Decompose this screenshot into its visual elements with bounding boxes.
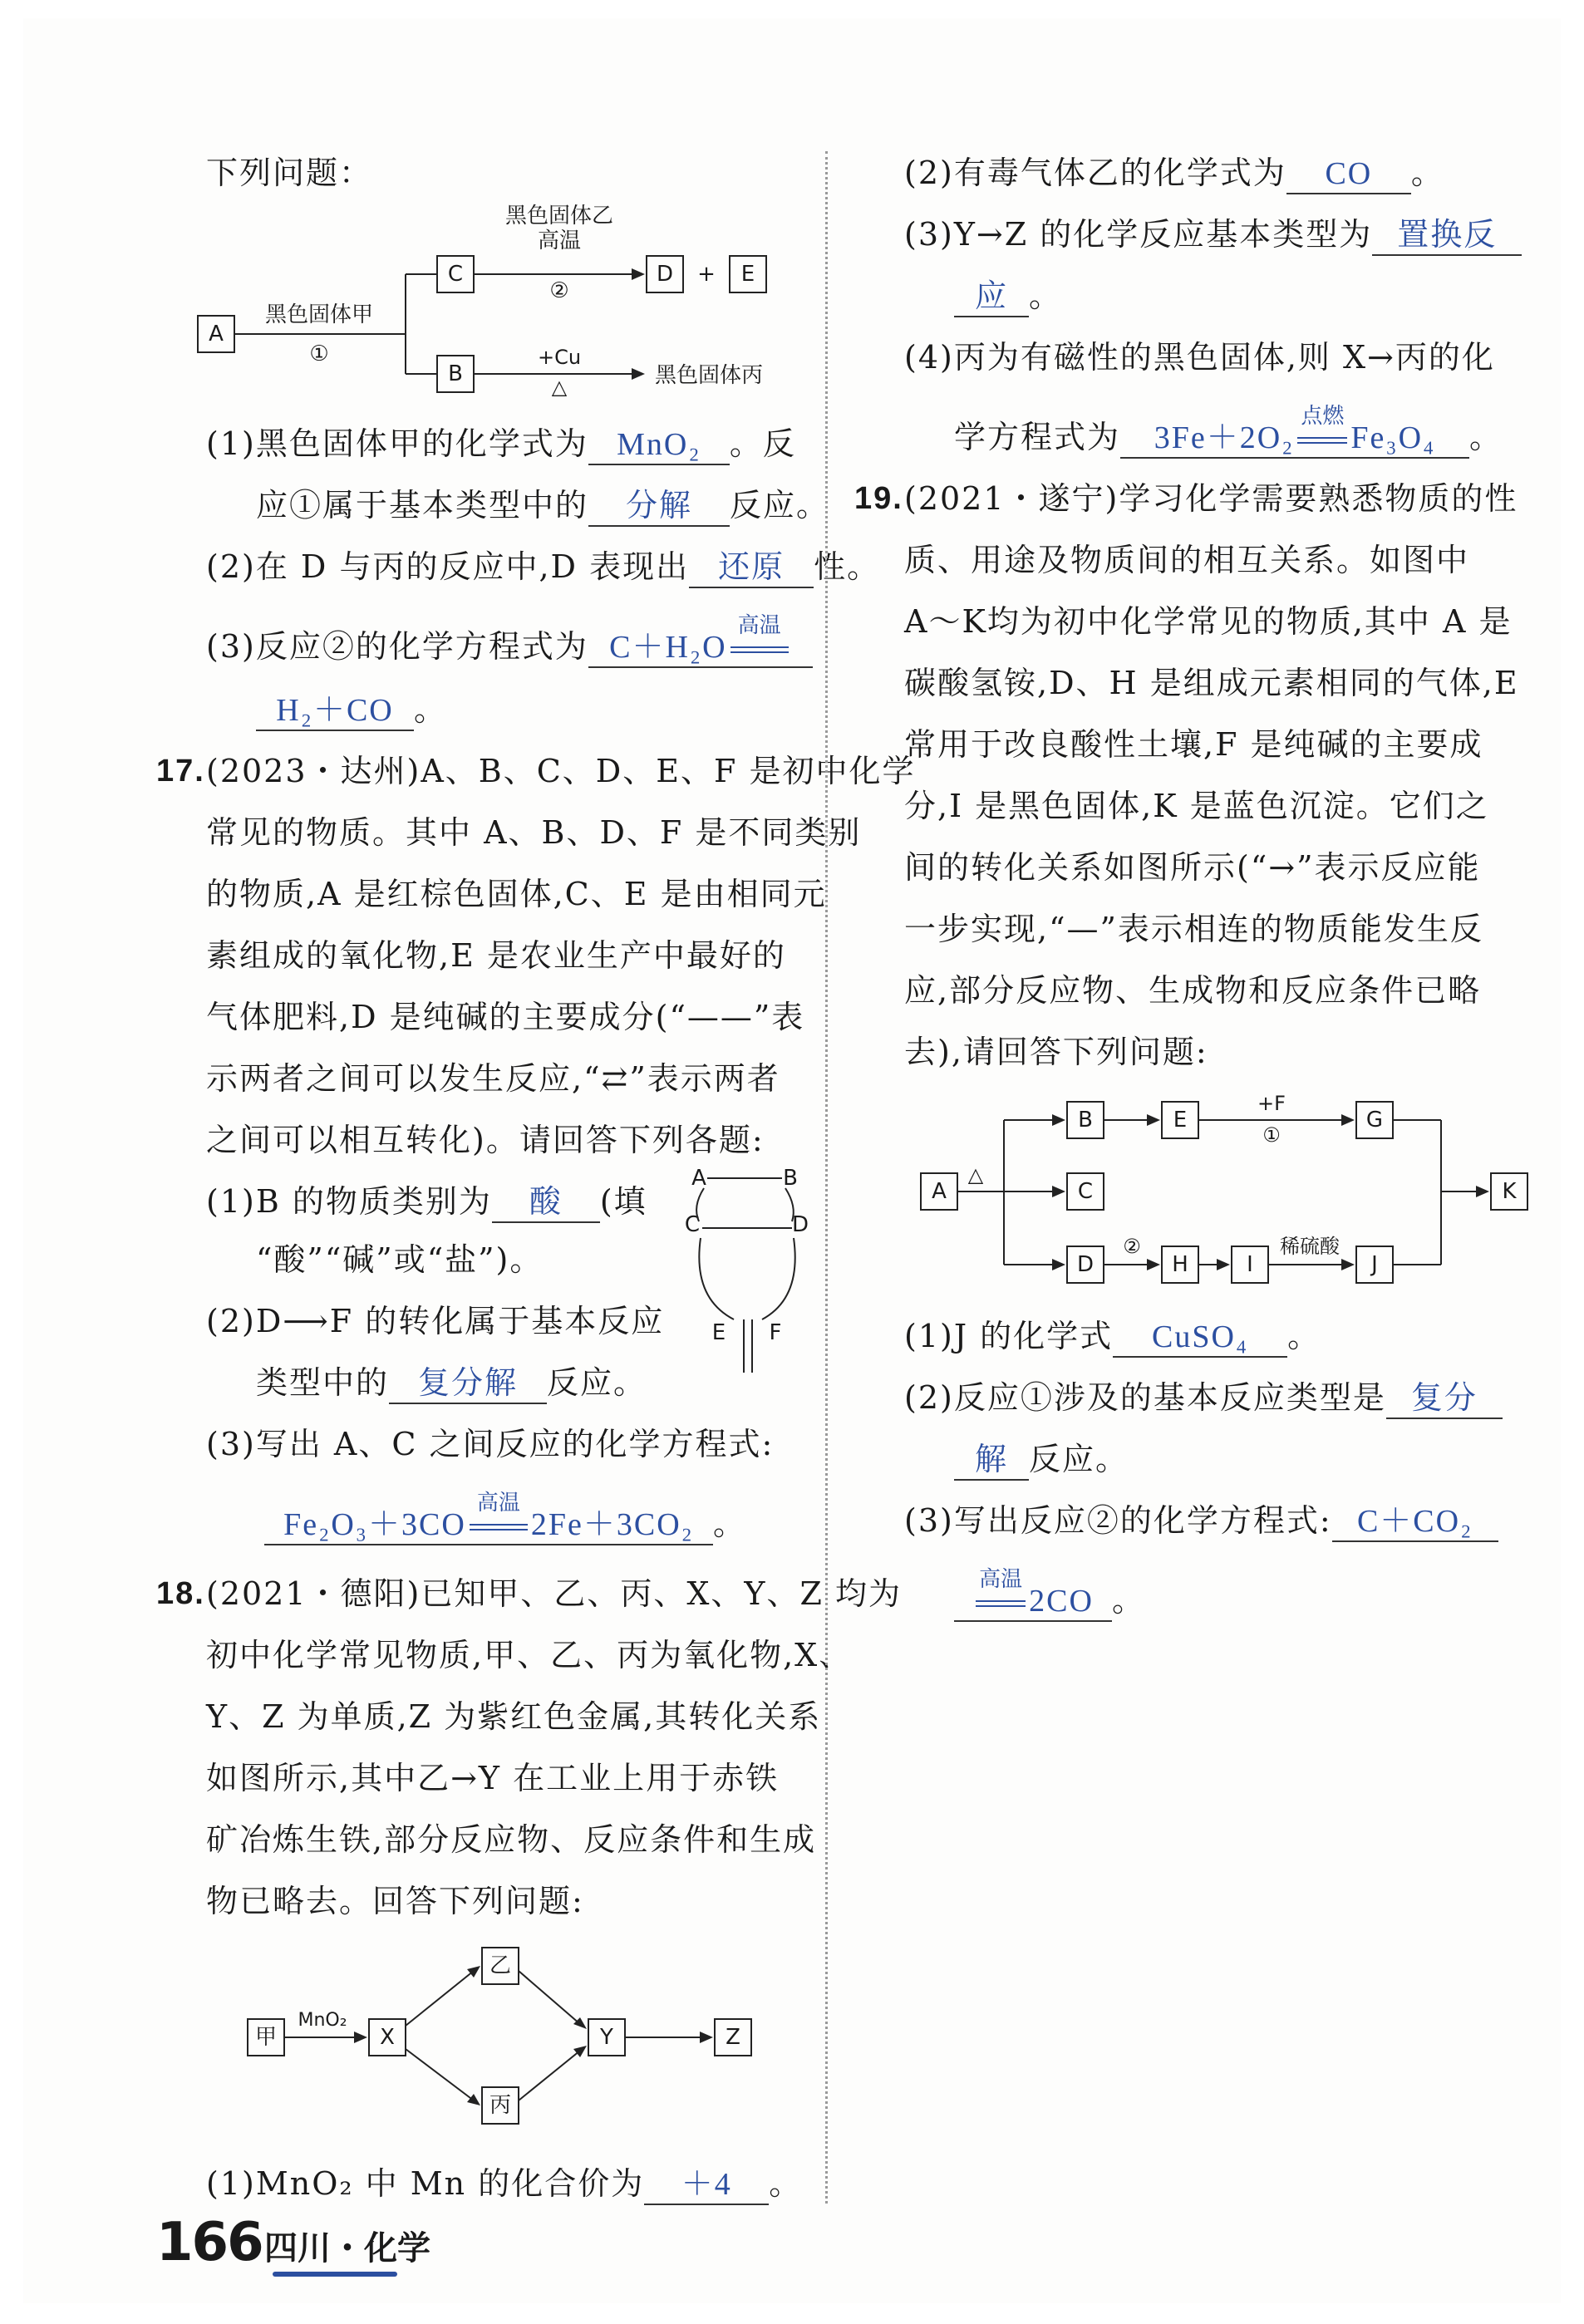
q18-part3-line1: (3)Y→Z 的化学反应基本类型为 置换反 [904,213,1522,256]
q18-line5: 矿冶炼生铁,部分反应物、反应条件和生成 [206,1821,817,1858]
q16-part1-line2: 应①属于基本类型中的 分解 反应。 [256,484,829,527]
node-c-label: C [447,262,464,287]
q17-line5: 气体肥料,D 是纯碱的主要成分(“——”表 [206,999,805,1035]
q17-line7: 之间可以相互转化)。请回答下列各题: [206,1122,765,1158]
q17-answer3: Fe₂O₃＋3CO 高温 2Fe＋3CO₂ [264,1506,713,1545]
q18-line3: Y、Z 为单质,Z 为紫红色金属,其转化关系 [206,1698,822,1735]
q19-answer2-cont: 解 [954,1441,1029,1481]
q19-node-g-label: G [1365,1108,1384,1133]
q18-line6: 物已略去。回答下列问题: [206,1883,584,1919]
q19-line4: 碳酸氢铵,D、H 是组成元素相同的气体,E [904,665,1519,701]
q17-answer2: 复分解 [389,1364,547,1404]
q19-node-b-label: B [1078,1108,1093,1133]
q19-line10: 去),请回答下列问题: [904,1034,1208,1070]
q18-part1: (1)MnO₂ 中 Mn 的化合价为 ＋4 。 [206,2162,802,2205]
q16-part1-line1: (1)黑色固体甲的化学式为 MnO₂ 。反 [206,422,796,465]
q19-part3-line2: 高温 2CO 。 [954,1579,1145,1622]
q17-node-f: F [769,1320,782,1345]
q18-node-yi-label: 乙 [489,1953,512,1978]
q19-acid-label: 稀硫酸 [1280,1235,1340,1258]
reagent-yi-label: 黑色固体乙 [504,204,614,228]
q17-node-c: C [684,1212,701,1237]
q17-part3-line2: Fe₂O₃＋3CO 高温 2Fe＋3CO₂ 。 [264,1502,746,1545]
q19-node-e-label: E [1173,1108,1188,1133]
q18-node-jia-label: 甲 [254,2025,278,2050]
node-a-label: A [209,322,224,346]
cond-gaowen-label: 高温 [537,228,582,253]
q19-part3-line1: (3)写出反应②的化学方程式: C＋CO₂ [904,1499,1498,1542]
q17-part3-line1: (3)写出 A、C 之间反应的化学方程式: [206,1426,775,1462]
q19-relation-diagram [913,1082,1544,1298]
q17-node-b: B [783,1166,798,1191]
q19-step1-label: ① [1262,1123,1281,1147]
q19-answer1: CuSO₄ [1113,1318,1287,1358]
q19-line5: 常用于改良酸性土壤,F 是纯碱的主要成 [904,726,1483,763]
heat-icon: △ [551,376,568,399]
q17-line2: 常见的物质。其中 A、B、D、F 是不同类别 [206,814,862,851]
intro-text: 下列问题： [206,155,373,191]
q18-answer3: 置换反 [1372,216,1522,256]
q17-part1-line2: “酸”“碱”或“盐”)。 [256,1241,544,1278]
q17-part2-line2: 类型中的 复分解 反应。 [256,1361,647,1404]
page-subject-label: 四川・化学 [264,2229,430,2267]
q16-answer3: 还原 [689,548,814,588]
q19-line1: (2021・遂宁)学习化学需要熟悉物质的性 [904,480,1518,517]
q18-node-y-label: Y [600,2025,613,2050]
q19-plus-f-label: +F [1257,1092,1286,1115]
q19-node-h-label: H [1172,1252,1188,1277]
q18-part4-line1: (4)丙为有磁性的黑色固体,则 X→丙的化 [904,339,1495,376]
q17-line1: (2023・达州)A、B、C、D、E、F 是初中化学 [206,753,916,789]
step1-label: ① [309,341,329,366]
q17-line4: 素组成的氧化物,E 是农业生产中最好的 [206,937,786,974]
q16-answer4: C＋H₂O 高温 [588,628,813,668]
q19-heat-icon: △ [967,1163,984,1187]
q18-node-z-label: Z [726,2025,740,2050]
q16-answer4-products: H₂＋CO [256,691,414,731]
q18-line1: (2021・德阳)已知甲、乙、丙、X、Y、Z 均为 [206,1575,902,1612]
q19-part1: (1)J 的化学式 CuSO₄ 。 [904,1314,1321,1358]
q18-answer4: 3Fe＋2O₂ 点燃 Fe₃O₄ [1120,419,1469,459]
page-number: 166 [156,2212,263,2273]
q19-answer3: C＋CO₂ [1332,1502,1498,1542]
q19-number: 19. [854,481,903,516]
plus-sign: + [697,262,716,287]
q19-node-a-label: A [932,1179,947,1204]
q16-part3-line1: (3)反应②的化学方程式为 C＋H₂O 高温 [206,625,813,668]
q18-number: 18. [156,1576,205,1611]
q17-part2-line1: (2)D⟶F 的转化属于基本反应 [206,1303,665,1339]
q19-line7: 间的转化关系如图所示(“→”表示反应能 [904,849,1481,886]
footer-accent-bar [273,2272,397,2277]
q18-answer3-cont: 应 [954,278,1029,317]
q18-relation-diagram [239,1938,771,2137]
q18-part2: (2)有毒气体乙的化学式为 CO 。 [904,151,1444,194]
q19-part2-line2: 解 反应。 [954,1437,1129,1481]
q18-node-bing-label: 丙 [489,2093,512,2118]
q19-node-i-label: I [1247,1252,1253,1277]
q19-answer3-cont: 高温 2CO [954,1582,1112,1622]
q17-node-d: D [791,1212,809,1237]
q18-catalyst-label: MnO₂ [298,2010,347,2031]
column-divider [825,151,828,2204]
q17-part1-line1: (1)B 的物质类别为 酸 (填 [206,1180,647,1223]
q18-answer1: ＋4 [644,2165,769,2205]
q17-number: 17. [156,754,205,789]
q17-answer1: 酸 [492,1183,600,1223]
q18-line4: 如图所示,其中乙→Y 在工业上用于赤铁 [206,1760,780,1796]
node-b-label: B [448,361,463,386]
reagent-jia-label: 黑色固体甲 [264,302,374,327]
q16-reaction-diagram [189,201,871,409]
q17-line6: 示两者之间可以发生反应,“⇄”表示两者 [206,1060,780,1097]
q16-answer1: MnO₂ [588,425,730,465]
q19-step2-label: ② [1123,1235,1141,1258]
q19-answer2: 复分 [1386,1379,1503,1419]
q17-line3: 的物质,A 是红棕色固体,C、E 是由相同元 [206,876,827,912]
q16-answer2: 分解 [588,487,730,527]
q19-node-c-label: C [1077,1179,1094,1204]
textbook-page [23,18,1561,2303]
step2-label: ② [549,278,569,303]
q16-part2: (2)在 D 与丙的反应中,D 表现出 还原 性。 [206,545,880,588]
q18-part4-line2: 学方程式为 3Fe＋2O₂ 点燃 Fe₃O₄ 。 [954,415,1503,459]
q17-node-a: A [691,1166,706,1191]
q19-line9: 应,部分反应物、生成物和反应条件已略 [904,972,1482,1009]
product-bing-label: 黑色固体丙 [655,363,764,388]
q19-node-k-label: K [1502,1179,1517,1204]
node-e-label: E [740,262,755,287]
q18-answer2: CO [1286,155,1411,194]
q17-relation-diagram [684,1165,821,1381]
q18-node-x-label: X [380,2025,395,2050]
node-d-label: D [656,262,674,287]
q19-part2-line1: (2)反应①涉及的基本反应类型是 复分 [904,1376,1503,1419]
q19-node-d-label: D [1076,1252,1095,1277]
q19-line3: A～K均为初中化学常见的物质,其中 A 是 [904,603,1513,640]
q19-line8: 一步实现,“—”表示相连的物质能发生反 [904,911,1483,947]
cu-label: +Cu [537,346,582,369]
q19-node-j-label: J [1371,1252,1378,1277]
q19-line6: 分,I 是黑色固体,K 是蓝色沉淀。它们之 [904,788,1489,824]
q17-node-e: E [711,1320,726,1345]
q18-line2: 初中化学常见物质,甲、乙、丙为氧化物,X、 [206,1637,853,1673]
q16-part3-line2: H₂＋CO 。 [256,688,447,731]
q18-part3-line2: 应 。 [954,274,1062,317]
q19-line2: 质、用途及物质间的相互关系。如图中 [904,542,1470,578]
